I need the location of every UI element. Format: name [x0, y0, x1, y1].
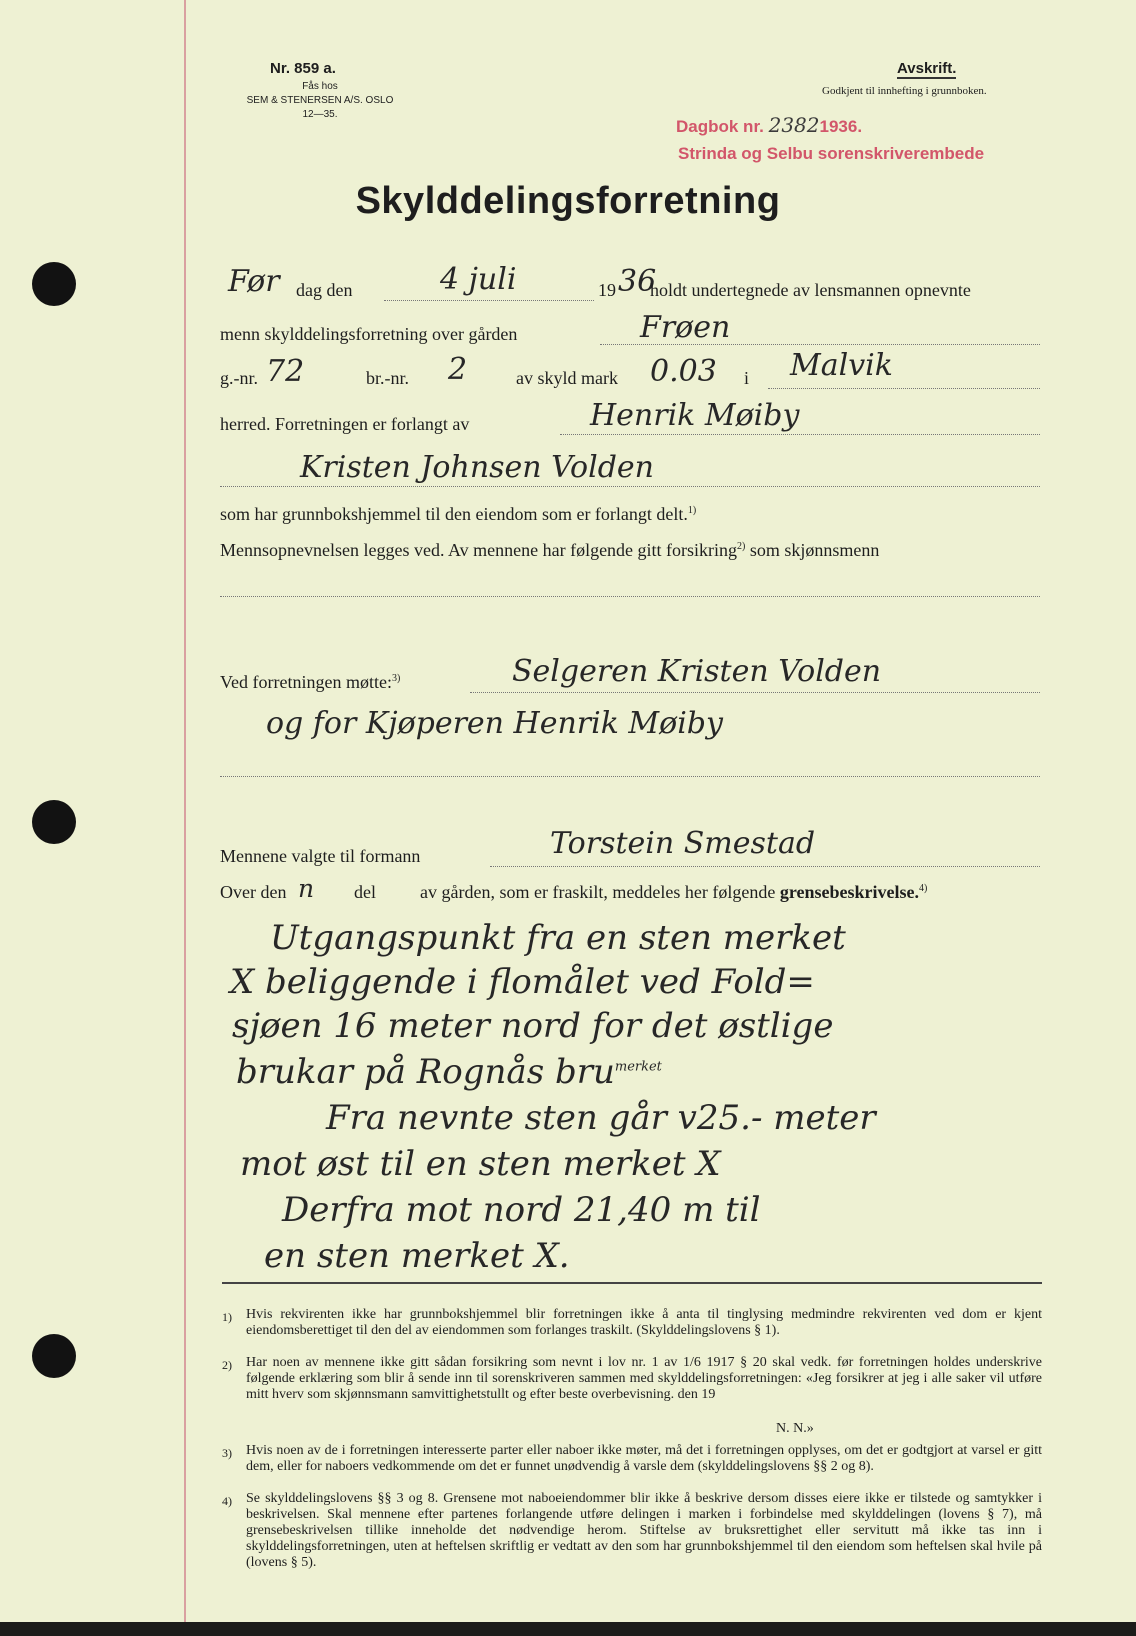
print-fraskilt-text: av gården, som er fraskilt, meddeles her følgende	[420, 882, 776, 902]
print-grunnbok-text: som har grunnbokshjemmel til den eiendom som er forlangt delt.	[220, 504, 688, 524]
footnote-text: Se skylddelingslovens §§ 3 og 8. Grensene mot naboeiendommer blir ikke å beskrive dersom disses eiere ikke er tilstede og samtykker i beskrivelsen. Skal mennene efter partenes forlangende utføre delingen i marken i forbindelse med skylddelingen (lovens § 7), må grensebeskrivelsen tillike inneholde det nødvendige herom. Stiftelse av bruksrettighet eller servitutt må ikke tas inn i skylddelingsforretningen, uten at heftelsen skriftlig er vedtatt av den som har grunnbokshjemmel til den eiendom som heftelsen skal hvile på (lovens § 5).	[246, 1491, 1042, 1570]
desc-text: brukar på Rognås bru	[236, 1052, 615, 1092]
printer-line: Fås hos	[302, 81, 338, 92]
print-del: del	[354, 882, 376, 902]
print-grunnbok	[220, 504, 696, 525]
punch-hole-middle	[32, 800, 76, 844]
footnote-mark: 2)	[222, 1358, 232, 1372]
print-over-den: Over den	[220, 882, 287, 902]
print-fraskilt	[420, 882, 927, 903]
punch-hole-top	[32, 262, 76, 306]
footnote-ref: 4)	[919, 883, 928, 894]
footnote-text: Har noen av mennene ikke gitt sådan forsikring som nevnt i lov nr. 1 av 1/6 1917 § 20 skal vedk. før forretningen holdes underskrive følgende erklæring som blir å sende inn til sorenskriveren sammen med skylddelingsforretningen: «Jeg forsikrer at jeg i alle saker vil utføre mitt hverv som skjønnsmann samvittighetstullt og efter beste overbevisning. den 19	[246, 1355, 1042, 1402]
dotted-line	[220, 486, 1040, 487]
print-herred: herred. Forretningen er forlangt av	[220, 414, 470, 434]
print-gnr: g.-nr.	[220, 368, 258, 388]
printer-line: SEM & STENERSEN A/S. OSLO	[246, 95, 394, 106]
form-number: Nr. 859 a.	[270, 60, 336, 77]
footnote-mark: 1)	[222, 1310, 232, 1324]
print-mennsopnevnelsen-text: Mennsopnevnelsen legges ved. Av mennene har følgende gitt forsikring	[220, 540, 738, 560]
dotted-line	[768, 388, 1040, 389]
footnote-ref: 2)	[737, 541, 746, 552]
footnote-text: Hvis rekvirenten ikke har grunnbokshjemmel blir forretningen ikke å anta til tinglysing medmindre rekvirenten ved dom er kjent eiendomsberettiget til den del av eiendommen som forlanges traskilt. (Skylddelingslovens § 1).	[246, 1307, 1042, 1338]
dagbok-stamp	[676, 113, 862, 137]
print-menn: menn skylddelingsforretning over gården	[220, 324, 518, 344]
print-holdt: holdt undertegnede av lensmannen opnevnte	[650, 280, 971, 300]
dotted-line	[490, 866, 1040, 867]
print-i: i	[744, 368, 750, 388]
document-title: Skylddelingsforretning	[355, 180, 781, 222]
handwritten-chairman: Torstein Smestad	[550, 826, 816, 861]
print-dag-den: dag den	[296, 280, 353, 300]
office-stamp: Strinda og Selbu sorenskriverembede	[678, 144, 985, 163]
handwritten-requester: Henrik Møiby	[590, 398, 800, 433]
desc-line: Utgangspunkt fra en sten merket	[270, 918, 846, 958]
print-century: 19	[598, 280, 616, 300]
print-skyld: av skyld mark	[516, 368, 618, 388]
handwritten-owner: Kristen Johnsen Volden	[300, 450, 654, 485]
desc-line: sjøen 16 meter nord for det østlige	[232, 1006, 834, 1046]
dagbok-year: 1936.	[819, 117, 863, 136]
dotted-line	[470, 692, 1040, 693]
print-brnr: br.-nr.	[366, 368, 409, 388]
footnote-ref: 3)	[391, 673, 401, 684]
print-motte-text: Ved forretningen møtte:	[220, 672, 392, 692]
footnote-signature: N. N.»	[776, 1421, 814, 1436]
desc-line: en sten merket X.	[264, 1236, 570, 1276]
footnote-mark: 3)	[222, 1446, 232, 1460]
print-motte	[220, 672, 400, 693]
print-formann: Mennene valgte til formann	[220, 846, 421, 866]
separator-line	[222, 1282, 1042, 1284]
dagbok-number: 2382	[768, 113, 820, 137]
dotted-line	[220, 776, 1040, 777]
handwritten-gnr: 72	[266, 354, 305, 389]
handwritten-buyer: og for Kjøperen Henrik Møiby	[266, 706, 723, 741]
handwritten-prefix: Før	[228, 264, 280, 299]
desc-insert: merket	[614, 1059, 662, 1075]
desc-line: Derfra mot nord 21,40 m til	[282, 1190, 761, 1230]
desc-line: X beliggende i flomålet ved Fold=	[230, 962, 815, 1002]
handwritten-brnr: 2	[448, 352, 468, 387]
print-skjonnsmenn: som skjønnsmenn	[749, 540, 880, 560]
printer-imprint	[230, 80, 410, 122]
footnote-ref: 1)	[687, 505, 697, 516]
avskrift-label: Avskrift.	[897, 60, 957, 77]
footnote-mark: 4)	[222, 1494, 232, 1508]
handwritten-date: 4 juli	[440, 262, 517, 297]
desc-line	[236, 1052, 662, 1092]
handwritten-suffix: n	[298, 874, 315, 903]
handwritten-farm: Frøen	[640, 310, 731, 345]
handwritten-herred: Malvik	[790, 348, 893, 383]
footnote-text: Hvis noen av de i forretningen interesserte parter eller naboer ikke møter, må det i forretningen opplyses, om det er godtgjort at varsel er gitt dem, eller for naboers vedkommende om det er funnet unødvendig å varsle dem (skylddelingslovens §§ 2 og 8).	[246, 1443, 1042, 1474]
handwritten-seller: Selgeren Kristen Volden	[512, 654, 882, 689]
dotted-line	[384, 300, 594, 301]
print-grensebeskrivelse: grensebeskrivelse.	[779, 882, 920, 902]
margin-line	[184, 0, 186, 1622]
dotted-line	[220, 596, 1040, 597]
print-mennsopnevnelsen	[220, 540, 879, 561]
dotted-line	[560, 434, 1040, 435]
godkjent-note: Godkjent til innhefting i grunnboken.	[822, 85, 987, 97]
handwritten-skyld: 0.03	[650, 354, 717, 389]
printer-line: 12—35.	[302, 109, 338, 120]
desc-line: mot øst til en sten merket X	[240, 1144, 721, 1184]
desc-line: Fra nevnte sten går v25.- meter	[326, 1098, 876, 1138]
dagbok-label: Dagbok nr.	[676, 117, 764, 136]
handwritten-year: 36	[618, 264, 657, 299]
punch-hole-bottom	[32, 1334, 76, 1378]
